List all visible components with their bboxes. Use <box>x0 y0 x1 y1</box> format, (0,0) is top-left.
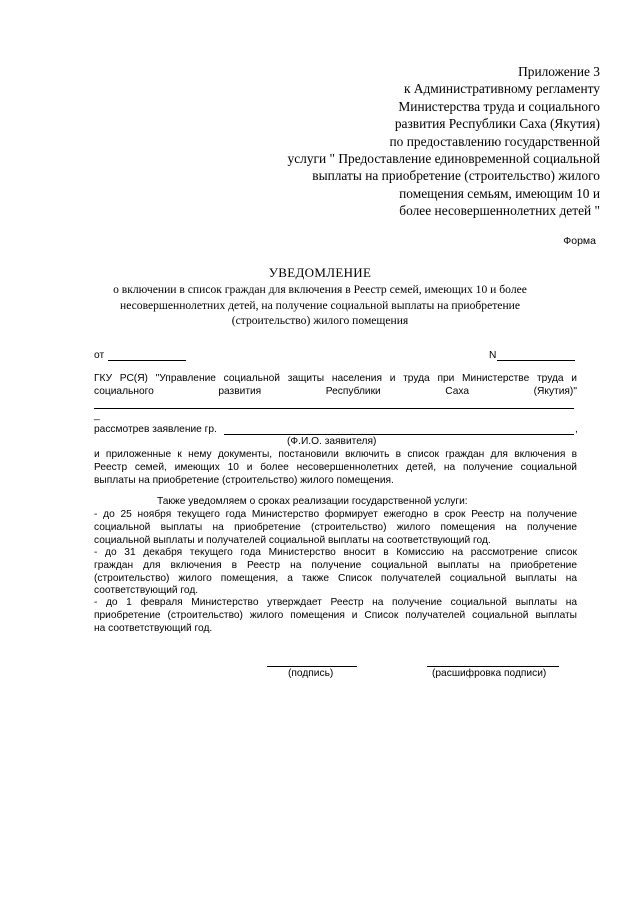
from-label: от <box>94 350 105 361</box>
agency-word: Республики <box>325 386 381 397</box>
appendix-line: выплаты на приобретение (строительство) жилого <box>312 168 600 184</box>
review-comma: , <box>575 424 578 435</box>
terms-line: граждан для включения в Реестр на получение социальной выплаты на приобретение <box>94 559 577 571</box>
decision-line: выплаты на приобретение (строительство) жилого помещения. <box>94 474 394 486</box>
document-subtitle <box>90 282 550 329</box>
appendix-line: Министерства труда и социального <box>398 98 600 114</box>
decision-line: Реестр семей, имеющих 10 и более несовершеннолетних детей, на получение социальной <box>94 461 577 473</box>
agency-word: социального <box>94 386 154 397</box>
terms-item-3 <box>94 597 577 635</box>
appendix-line: Приложение 3 <box>518 64 600 79</box>
subtitle-line: о включении в список граждан для включения в Реестр семей, имеющих 10 и более <box>113 283 527 296</box>
agency-continuation-line[interactable] <box>94 408 574 409</box>
decision-paragraph <box>94 449 577 487</box>
appendix-line: по предоставлению государственной <box>389 133 600 149</box>
appendix-line: более несовершеннолетних детей " <box>399 203 600 219</box>
review-label: рассмотрев заявление гр. <box>94 424 217 435</box>
subtitle-line: (строительство) жилого помещения <box>231 314 409 327</box>
terms-line: (строительство) жилого помещения, а также Список получателей социальной выплаты на <box>94 572 577 584</box>
agency-line-2 <box>94 386 577 399</box>
decision-line: и приложенные к нему документы, постановили включить в список граждан для включения в <box>94 449 577 460</box>
signature-line[interactable] <box>267 666 357 667</box>
dash-mark: _ <box>94 410 100 421</box>
appendix-line: к Административному регламенту <box>403 81 600 97</box>
terms-line: на соответствующий год. <box>94 622 213 634</box>
terms-item-2 <box>94 547 577 598</box>
fio-caption: (Ф.И.О. заявителя) <box>287 436 377 447</box>
document-title: УВЕДОМЛЕНИЕ <box>268 265 372 280</box>
agency-line-1: ГКУ РС(Я) "Управление социальной защиты населения и труда при Министерстве труда и <box>94 373 577 384</box>
signature-decode-line[interactable] <box>427 666 559 667</box>
terms-line: приобретение (строительство) жилого помещения и Список получателей социальной выплаты <box>94 609 577 621</box>
terms-line: - до 25 ноября текущего года Министерство формирует ежегодно в срок Реестр на получение <box>94 509 577 520</box>
date-field-line[interactable] <box>108 360 186 361</box>
terms-line: соответствующий год. <box>94 585 199 597</box>
terms-line: социальной выплаты и получателей социальной выплаты на соответствующий год. <box>94 534 491 546</box>
terms-line: социальной выплаты на приобретение (строительство) жилого помещения на получение <box>94 521 577 533</box>
agency-word: развития <box>218 386 262 397</box>
number-label: N <box>489 350 497 361</box>
appendix-block <box>220 63 600 220</box>
form-label: Форма <box>563 235 596 247</box>
terms-line: - до 31 декабря текущего года Министерство вносит в Комиссию на рассмотрение список <box>94 547 577 558</box>
signature-decode-caption: (расшифровка подписи) <box>432 668 547 679</box>
terms-line: - до 1 февраля Министерство утверждает Реестр на получение социальной выплаты на <box>94 597 577 608</box>
subtitle-line: несовершеннолетних детей, на получение социальной выплаты на приобретение <box>119 298 521 312</box>
applicant-name-line[interactable] <box>224 434 574 435</box>
terms-item-1 <box>94 509 577 547</box>
agency-word: Саха <box>445 386 470 397</box>
terms-intro: Также уведомляем о сроках реализации государственной услуги: <box>157 496 468 507</box>
agency-word: (Якутия)" <box>533 386 577 397</box>
appendix-line: помещения семьям, имеющим 10 и <box>399 185 600 201</box>
appendix-line: услуги " Предоставление единовременной социальной <box>287 151 600 167</box>
appendix-line: развития Республики Саха (Якутия) <box>394 116 600 132</box>
number-field-line[interactable] <box>497 360 575 361</box>
signature-caption: (подпись) <box>288 668 334 679</box>
